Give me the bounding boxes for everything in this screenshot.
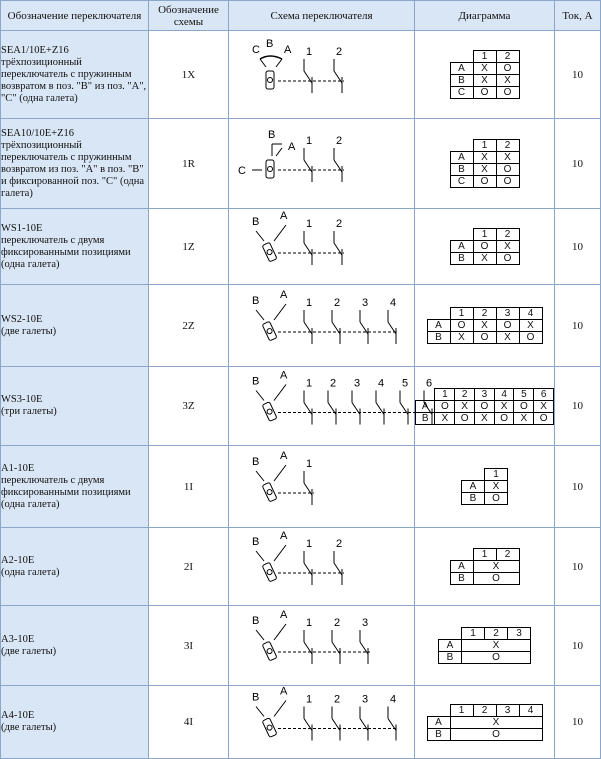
- diagram-cell: X: [435, 412, 455, 424]
- contact-number-1: 1: [305, 218, 312, 230]
- switch-description: трёхпозиционный переключатель с пружинным возвратом из поз. "A" в поз. "B" и фиксированной поз. "C" (одна галета): [1, 139, 145, 199]
- diagram-col-header: 2: [496, 140, 519, 152]
- contact-number-2: 2: [333, 617, 340, 629]
- knob-icon: [262, 641, 277, 661]
- position-b-label: B: [267, 129, 275, 141]
- diagram-cell: X: [496, 332, 519, 344]
- designation-cell: [1, 686, 149, 759]
- contact-number-4: 4: [389, 693, 396, 706]
- position-b-label: B: [251, 691, 259, 704]
- diagram-table: [427, 704, 543, 741]
- diagram-cell: X: [462, 640, 531, 652]
- diagram-row-label: C: [450, 87, 473, 99]
- contact-number-3: 3: [353, 377, 360, 390]
- diagram-cell: O: [534, 412, 554, 424]
- contact-number-2: 2: [333, 297, 340, 309]
- switch-row: [1, 367, 601, 446]
- designation-cell: [1, 209, 149, 285]
- diagram-row-label: A: [450, 63, 473, 75]
- header-current: Ток, А: [555, 1, 601, 31]
- position-b-label: B: [251, 536, 259, 548]
- current-cell: 10: [555, 528, 601, 606]
- position-a-label: A: [279, 450, 287, 462]
- switch-model: SEA1/10E+Z16: [1, 44, 69, 56]
- diagram-row-label: B: [450, 164, 473, 176]
- designation-cell: [1, 367, 149, 446]
- diagram-cell: X: [450, 332, 473, 344]
- switch-row: [1, 31, 601, 119]
- diagram-cell: O: [494, 412, 514, 424]
- scheme-cell: [229, 528, 415, 606]
- designation-cell: [1, 119, 149, 209]
- diagram-table: [461, 468, 508, 505]
- scheme-code-cell: 2Z: [149, 285, 229, 367]
- diagram-col-header: 1: [473, 229, 496, 241]
- switch-row: [1, 285, 601, 367]
- switch-scheme-drawing: [230, 606, 414, 680]
- diagram-cell: O: [496, 63, 519, 75]
- designation-cell: [1, 606, 149, 686]
- diagram-col-header: 1: [462, 628, 485, 640]
- contact-number-2: 2: [335, 135, 342, 147]
- switch-model: A1-10E: [1, 462, 35, 474]
- diagram-row-label: B: [427, 728, 450, 740]
- scheme-cell: [229, 285, 415, 367]
- diagram-row-label: B: [450, 573, 473, 585]
- diagram-cell: X: [514, 412, 534, 424]
- diagram-table: [415, 388, 554, 425]
- diagram-row-label: B: [450, 253, 473, 265]
- diagram-cell: O: [496, 176, 519, 188]
- current-cell: 10: [555, 119, 601, 209]
- diagram-cell-container: [415, 686, 555, 759]
- diagram-col-header: 3: [474, 388, 494, 400]
- current-cell: 10: [555, 31, 601, 119]
- position-b-label: B: [251, 375, 259, 388]
- switch-scheme-drawing: [230, 285, 414, 361]
- knob-icon: [262, 482, 277, 502]
- diagram-cell: O: [485, 493, 508, 505]
- diagram-cell-container: [415, 119, 555, 209]
- diagram-cell: O: [455, 412, 475, 424]
- diagram-table: [427, 307, 543, 344]
- diagram-cell-container: [415, 606, 555, 686]
- diagram-row-label: A: [462, 481, 485, 493]
- contact-number-2: 2: [335, 538, 342, 550]
- diagram-col-header: 2: [473, 308, 496, 320]
- position-b-label: B: [265, 38, 273, 50]
- contact-number-1: 1: [305, 377, 312, 390]
- current-cell: 10: [555, 446, 601, 528]
- diagram-row-label: A: [450, 152, 473, 164]
- designation-cell: [1, 285, 149, 367]
- switch-scheme-drawing: [230, 119, 414, 203]
- diagram-cell: X: [473, 164, 496, 176]
- position-a-label: A: [279, 289, 287, 301]
- diagram-col-header: 2: [496, 229, 519, 241]
- diagram-row-label: A: [427, 716, 450, 728]
- diagram-col-header: 2: [473, 704, 496, 716]
- diagram-cell: O: [473, 176, 496, 188]
- designation-cell: [1, 31, 149, 119]
- position-a-label: A: [287, 141, 295, 153]
- diagram-cell: X: [473, 152, 496, 164]
- switch-scheme-drawing: [230, 446, 414, 522]
- diagram-row-label: C: [450, 176, 473, 188]
- position-c-label: C: [237, 165, 246, 177]
- scheme-code-cell: 3Z: [149, 367, 229, 446]
- knob-icon: [266, 71, 274, 89]
- diagram-col-header: 3: [496, 308, 519, 320]
- diagram-cell: X: [519, 320, 542, 332]
- contact-number-1: 1: [305, 135, 312, 147]
- position-a-label: A: [279, 369, 287, 382]
- diagram-cell: O: [496, 164, 519, 176]
- diagram-cell: O: [473, 87, 496, 99]
- switch-scheme-drawing: [230, 31, 414, 113]
- scheme-cell: [229, 209, 415, 285]
- diagram-cell-container: [415, 31, 555, 119]
- diagram-cell: O: [450, 320, 473, 332]
- diagram-cell-container: [415, 528, 555, 606]
- position-b-label: B: [251, 456, 259, 468]
- knob-icon: [266, 160, 274, 178]
- diagram-cell: X: [496, 152, 519, 164]
- diagram-row-label: A: [416, 400, 435, 412]
- designation-cell: [1, 446, 149, 528]
- diagram-row-label: B: [439, 652, 462, 664]
- contact-number-2: 2: [335, 46, 342, 58]
- header-scheme: Схема переключателя: [229, 1, 415, 31]
- diagram-cell: O: [496, 253, 519, 265]
- switch-model: WS1-10E: [1, 222, 43, 234]
- diagram-col-header: 4: [494, 388, 514, 400]
- header-scheme-code: Обозначение схемы: [149, 1, 229, 31]
- contact-number-3: 3: [361, 617, 368, 629]
- scheme-cell: [229, 446, 415, 528]
- diagram-cell: O: [496, 320, 519, 332]
- diagram-table: [450, 139, 520, 188]
- diagram-cell: O: [450, 728, 542, 740]
- switch-description: (две галеты): [1, 645, 57, 657]
- diagram-col-header: 4: [519, 308, 542, 320]
- switch-description: переключатель с двумя фиксированными позициями (одна галета): [1, 474, 131, 510]
- contact-number-1: 1: [305, 46, 312, 58]
- diagram-col-header: 1: [450, 704, 473, 716]
- diagram-col-header: 1: [450, 308, 473, 320]
- position-b-label: B: [251, 615, 259, 627]
- current-cell: 10: [555, 686, 601, 759]
- diagram-col-header: 4: [519, 704, 542, 716]
- diagram-col-header: 1: [485, 469, 508, 481]
- diagram-row-label: B: [462, 493, 485, 505]
- switch-row: [1, 686, 601, 759]
- position-a-label: A: [283, 44, 291, 56]
- contact-number-1: 1: [305, 538, 312, 550]
- switch-description: (две галеты): [1, 325, 57, 337]
- switch-scheme-drawing: [230, 528, 414, 600]
- header-diagram: Диаграмма: [415, 1, 555, 31]
- switch-row: [1, 119, 601, 209]
- diagram-table: [450, 548, 520, 585]
- current-cell: 10: [555, 209, 601, 285]
- contact-number-3: 3: [361, 297, 368, 309]
- switch-row: [1, 606, 601, 686]
- diagram-cell: X: [474, 412, 494, 424]
- diagram-table: [450, 50, 520, 99]
- diagram-col-header: 3: [496, 704, 519, 716]
- position-a-label: A: [279, 609, 287, 621]
- position-a-label: A: [279, 685, 287, 698]
- diagram-cell: X: [496, 75, 519, 87]
- diagram-col-header: 2: [496, 549, 519, 561]
- scheme-cell: [229, 606, 415, 686]
- diagram-col-header: 6: [534, 388, 554, 400]
- contact-number-2: 2: [335, 218, 342, 230]
- diagram-col-header: 1: [435, 388, 455, 400]
- position-a-label: A: [279, 210, 287, 222]
- switch-model: A4-10E: [1, 710, 35, 721]
- switch-description: трёхпозиционный переключатель с пружинным возвратом в поз. "B" из поз. "A", "C" (одна галета): [1, 56, 147, 104]
- diagram-cell: X: [494, 400, 514, 412]
- switch-model: A3-10E: [1, 633, 35, 645]
- position-b-label: B: [251, 295, 259, 307]
- contact-number-1: 1: [305, 458, 312, 470]
- diagram-row-label: A: [439, 640, 462, 652]
- diagram-cell: O: [519, 332, 542, 344]
- scheme-cell: [229, 119, 415, 209]
- diagram-cell-container: [415, 209, 555, 285]
- diagram-row-label: B: [427, 332, 450, 344]
- knob-icon: [262, 321, 277, 341]
- contact-number-5: 5: [401, 377, 408, 390]
- scheme-cell: [229, 367, 432, 446]
- contact-number-2: 2: [329, 377, 336, 390]
- contact-number-1: 1: [305, 297, 312, 309]
- diagram-cell: O: [473, 573, 519, 585]
- diagram-cell: X: [534, 400, 554, 412]
- switch-scheme-drawing: [230, 367, 432, 440]
- contact-number-3: 3: [361, 693, 368, 706]
- switch-description: (две галеты): [1, 722, 57, 733]
- diagram-col-header: 5: [514, 388, 534, 400]
- diagram-cell: X: [473, 75, 496, 87]
- diagram-row-label: A: [427, 320, 450, 332]
- position-c-label: C: [251, 44, 260, 56]
- diagram-cell: O: [462, 652, 531, 664]
- switch-model: A2-10E: [1, 554, 35, 566]
- diagram-cell: O: [514, 400, 534, 412]
- knob-icon: [262, 242, 277, 262]
- diagram-cell: X: [485, 481, 508, 493]
- scheme-code-cell: 3I: [149, 606, 229, 686]
- contact-number-4: 4: [389, 297, 396, 309]
- diagram-table: [438, 627, 531, 664]
- contact-number-2: 2: [333, 693, 340, 706]
- diagram-col-header: 2: [455, 388, 475, 400]
- scheme-code-cell: 1R: [149, 119, 229, 209]
- contact-number-4: 4: [377, 377, 384, 390]
- diagram-cell-container: [415, 367, 555, 446]
- switch-row: [1, 528, 601, 606]
- contact-number-1: 1: [305, 693, 312, 706]
- switch-row: [1, 209, 601, 285]
- scheme-cell: [229, 31, 415, 119]
- current-cell: 10: [555, 606, 601, 686]
- diagram-table: [450, 228, 520, 265]
- switch-scheme-drawing: [230, 686, 414, 753]
- switch-row: [1, 446, 601, 528]
- diagram-cell: X: [473, 320, 496, 332]
- diagram-col-header: 1: [473, 51, 496, 63]
- designation-cell: [1, 528, 149, 606]
- contact-number-1: 1: [305, 617, 312, 629]
- diagram-cell: X: [473, 561, 519, 573]
- diagram-col-header: 1: [473, 549, 496, 561]
- diagram-cell: O: [473, 332, 496, 344]
- diagram-cell: X: [473, 253, 496, 265]
- diagram-row-label: B: [416, 412, 435, 424]
- position-a-label: A: [279, 530, 287, 542]
- switch-description: (одна галета): [1, 566, 60, 578]
- diagram-cell: O: [474, 400, 494, 412]
- knob-icon: [262, 562, 277, 582]
- switch-model: WS3-10E: [1, 394, 43, 405]
- diagram-cell: X: [450, 716, 542, 728]
- scheme-code-cell: 4I: [149, 686, 229, 759]
- switch-description: (три галеты): [1, 406, 57, 417]
- scheme-code-cell: 1I: [149, 446, 229, 528]
- current-cell: 10: [555, 367, 601, 446]
- scheme-code-cell: 1Z: [149, 209, 229, 285]
- diagram-cell-container: [415, 285, 555, 367]
- diagram-cell: X: [473, 63, 496, 75]
- diagram-cell: O: [473, 241, 496, 253]
- diagram-col-header: 2: [485, 628, 508, 640]
- knob-icon: [262, 718, 277, 738]
- diagram-row-label: A: [450, 561, 473, 573]
- position-b-label: B: [251, 216, 259, 228]
- diagram-cell: X: [455, 400, 475, 412]
- switch-model: WS2-10E: [1, 313, 43, 325]
- diagram-col-header: 3: [508, 628, 531, 640]
- switch-description: переключатель с двумя фиксированными позициями (одна галета): [1, 234, 131, 270]
- diagram-row-label: B: [450, 75, 473, 87]
- diagram-col-header: 2: [496, 51, 519, 63]
- diagram-cell: O: [496, 87, 519, 99]
- switch-scheme-drawing: [230, 209, 414, 279]
- diagram-cell: X: [496, 241, 519, 253]
- knob-icon: [262, 402, 277, 422]
- current-cell: 10: [555, 285, 601, 367]
- scheme-code-cell: 1X: [149, 31, 229, 119]
- diagram-row-label: A: [450, 241, 473, 253]
- scheme-cell: [229, 686, 415, 759]
- scheme-code-cell: 2I: [149, 528, 229, 606]
- switch-model: SEA10/10E+Z16: [1, 127, 75, 139]
- diagram-cell-container: [415, 446, 555, 528]
- diagram-cell: O: [435, 400, 455, 412]
- diagram-col-header: 1: [473, 140, 496, 152]
- header-row: [1, 1, 601, 31]
- header-designation: Обозначение переключателя: [1, 1, 149, 31]
- contact-number-6: 6: [425, 377, 432, 390]
